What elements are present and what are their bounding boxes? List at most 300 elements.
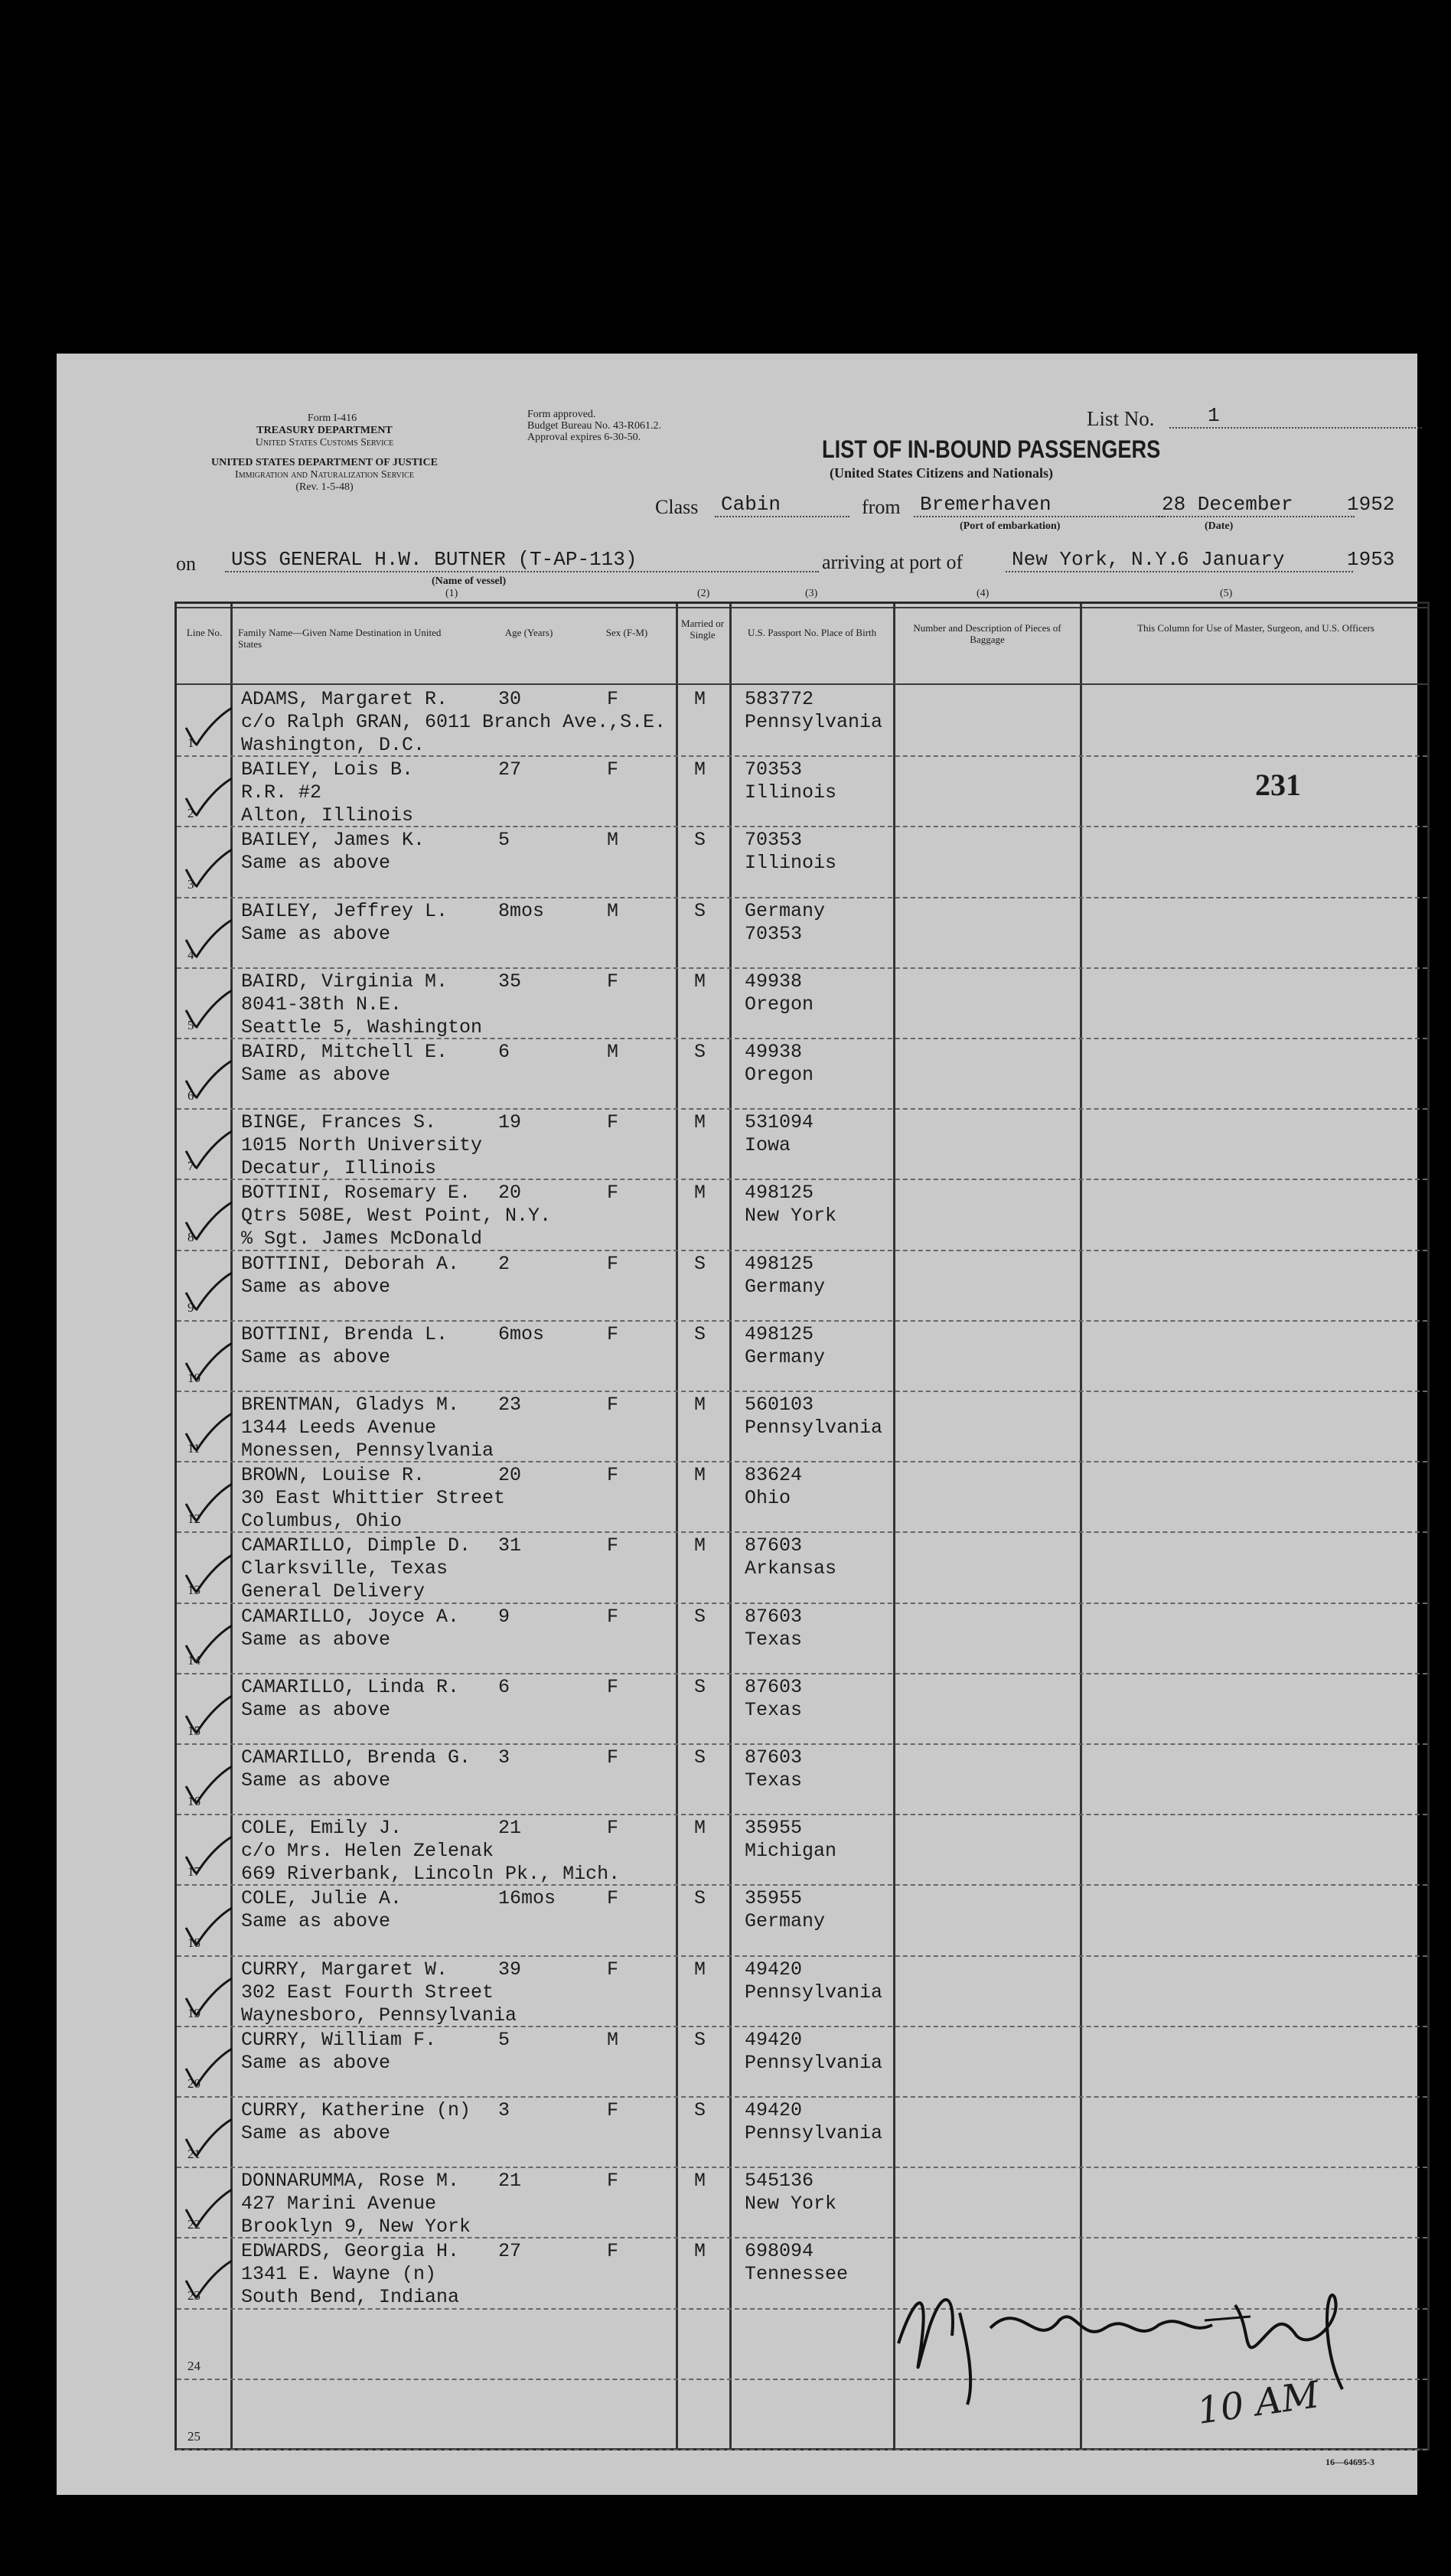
- check-mark: [181, 1410, 235, 1456]
- table-row: [177, 2026, 1427, 2096]
- check-mark: [181, 1058, 235, 1104]
- passport-number: 70353: [745, 758, 803, 781]
- place-of-birth: Texas: [745, 1628, 803, 1651]
- table-row: [177, 1108, 1427, 1179]
- table-row: [177, 1179, 1427, 1249]
- place-of-birth: Pennsylvania: [745, 2051, 883, 2074]
- age-value: 39: [498, 1958, 522, 1981]
- table-row: [177, 1884, 1427, 1955]
- check-mark: [181, 1199, 235, 1245]
- line-number: 21: [187, 2147, 201, 2162]
- destination-line: Same as above: [241, 2122, 391, 2144]
- row-divider: [177, 1531, 1427, 1533]
- table-row: [177, 755, 1427, 826]
- col-header-officers: This Column for Use of Master, Surgeon, and U.S. Officers: [1137, 622, 1374, 634]
- destination-line: Same as above: [241, 852, 391, 875]
- passport-number: 35955: [745, 1887, 803, 1910]
- row-divider: [177, 1603, 1427, 1604]
- passenger-name: COLE, Julie A.: [241, 1887, 403, 1910]
- destination-line: Seattle 5, Washington: [241, 1016, 483, 1039]
- col-header-age: Age (Years): [504, 627, 553, 638]
- col-header-baggage: Number and Description of Pieces of Baggage: [913, 622, 1061, 645]
- passport-number: 49938: [745, 970, 803, 993]
- table-row: [177, 1814, 1427, 1884]
- destination-line: Waynesboro, Pennsylvania: [241, 2004, 517, 2027]
- age-value: 27: [498, 2240, 522, 2263]
- place-of-birth: Oregon: [745, 1064, 814, 1086]
- marital-status: M: [694, 1534, 706, 1557]
- sex-value: F: [607, 1322, 619, 1345]
- destination-line: 1341 E. Wayne (n): [241, 2263, 437, 2286]
- passenger-name: CAMARILLO, Linda R.: [241, 1675, 460, 1698]
- passenger-name: BINGE, Frances S.: [241, 1111, 437, 1134]
- passport-number: 49420: [745, 2028, 803, 2051]
- destination-line: Washington, D.C.: [241, 734, 426, 756]
- form-number: Form I-416: [307, 412, 357, 424]
- passenger-name: EDWARDS, Georgia H.: [241, 2240, 460, 2263]
- row-divider: [177, 755, 1427, 757]
- table-row: [177, 2096, 1427, 2167]
- sex-value: M: [607, 899, 619, 922]
- check-mark: [181, 917, 235, 963]
- passport-number: 70353: [745, 829, 803, 852]
- destination-line: Alton, Illinois: [241, 804, 414, 827]
- table-row: [177, 897, 1427, 967]
- row-divider: [177, 1038, 1427, 1039]
- passport-number: 560103: [745, 1394, 814, 1416]
- marital-status: S: [694, 1252, 706, 1275]
- destination-line: Brooklyn 9, New York: [241, 2216, 471, 2239]
- age-value: 20: [498, 1464, 522, 1487]
- marital-status: M: [694, 1182, 706, 1205]
- row-divider: [177, 1814, 1427, 1815]
- passenger-name: CAMARILLO, Joyce A.: [241, 1605, 460, 1628]
- page-title: LIST OF IN-BOUND PASSENGERS: [822, 435, 1161, 463]
- destination-line: Decatur, Illinois: [241, 1157, 437, 1180]
- manifest-form: [57, 354, 1417, 2495]
- place-of-birth: Texas: [745, 1769, 803, 1792]
- line-number: 22: [187, 2217, 201, 2232]
- customs-service: United States Customs Service: [255, 437, 394, 448]
- age-value: 31: [498, 1534, 522, 1557]
- age-value: 3: [498, 2099, 510, 2121]
- class-value: Cabin: [715, 493, 849, 517]
- row-divider: [177, 1320, 1427, 1322]
- row-divider: [177, 1673, 1427, 1674]
- approval-expires: Approval expires 6-30-50.: [527, 432, 641, 443]
- sex-value: F: [607, 2240, 619, 2263]
- embarkation-date: 28 December: [1156, 493, 1355, 517]
- destination-line: c/o Ralph GRAN, 6011 Branch Ave.,S.E.: [241, 711, 667, 733]
- footer-code: 16—64695-3: [1325, 2457, 1374, 2467]
- port-caption: (Port of embarkation): [960, 520, 1061, 532]
- place-of-birth: Texas: [745, 1698, 803, 1721]
- sex-value: F: [607, 2099, 619, 2121]
- destination-line: Same as above: [241, 1064, 391, 1086]
- col-header-sex: Sex (F-M): [605, 627, 648, 638]
- vessel-caption: (Name of vessel): [432, 576, 507, 587]
- sex-value: F: [607, 1605, 619, 1628]
- passport-number: 87603: [745, 1605, 803, 1628]
- place-of-birth: Pennsylvania: [745, 2122, 883, 2144]
- table-row: [177, 1955, 1427, 2026]
- check-mark: [181, 846, 235, 892]
- marital-status: M: [694, 1464, 706, 1487]
- col-number-3: (3): [805, 588, 818, 599]
- col-header-passport: U.S. Passport No. Place of Birth: [747, 627, 877, 638]
- form-approved: Form approved.: [527, 409, 596, 420]
- col-number-4: (4): [977, 588, 990, 599]
- passenger-name: CAMARILLO, Dimple D.: [241, 1534, 471, 1557]
- passenger-name: BAILEY, Lois B.: [241, 758, 414, 781]
- check-mark: [181, 2046, 235, 2092]
- marital-status: M: [694, 1958, 706, 1981]
- sex-value: F: [607, 1534, 619, 1557]
- sex-value: F: [607, 688, 619, 710]
- sex-value: F: [607, 1817, 619, 1840]
- passenger-table: [174, 602, 1430, 2450]
- destination-line: % Sgt. James McDonald: [241, 1228, 483, 1251]
- line-number: 2: [187, 806, 194, 821]
- marital-status: S: [694, 1675, 706, 1698]
- row-divider: [177, 2026, 1427, 2027]
- destination-line: Same as above: [241, 1345, 391, 1368]
- place-of-birth: Ohio: [745, 1487, 791, 1510]
- sex-value: F: [607, 970, 619, 993]
- row-divider: [177, 2167, 1427, 2168]
- passport-number: 498125: [745, 1322, 814, 1345]
- age-value: 16mos: [498, 1887, 556, 1910]
- passport-number: 49420: [745, 2099, 803, 2121]
- table-row: [177, 1320, 1427, 1391]
- place-of-birth: Iowa: [745, 1134, 791, 1157]
- table-row: [177, 1461, 1427, 1531]
- arrival-year: 1953: [1347, 548, 1395, 571]
- check-mark: [181, 1905, 235, 1951]
- marital-status: S: [694, 2028, 706, 2051]
- arrival-port: New York, N.Y.: [1006, 548, 1179, 572]
- age-value: 23: [498, 1394, 522, 1416]
- destination-line: 302 East Fourth Street: [241, 1981, 494, 2004]
- age-value: 6: [498, 1675, 510, 1698]
- destination-line: 8041-38th N.E.: [241, 993, 403, 1016]
- marital-status: S: [694, 1746, 706, 1769]
- place-of-birth: Arkansas: [745, 1557, 837, 1580]
- passport-number: 498125: [745, 1182, 814, 1205]
- marital-status: S: [694, 829, 706, 852]
- place-of-birth: Pennsylvania: [745, 711, 883, 733]
- passenger-name: BOTTINI, Deborah A.: [241, 1252, 460, 1275]
- place-of-birth: Germany: [745, 1345, 826, 1368]
- embarkation-year: 1952: [1347, 493, 1395, 516]
- signature-drawing: [883, 2252, 1419, 2458]
- age-value: 21: [498, 2170, 522, 2193]
- age-value: 5: [498, 829, 510, 852]
- row-divider: [177, 897, 1427, 898]
- class-label: Class: [655, 496, 699, 518]
- destination-line: c/o Mrs. Helen Zelenak: [241, 1840, 494, 1863]
- check-mark: [181, 1270, 235, 1316]
- page-subtitle: (United States Citizens and Nationals): [830, 465, 1054, 481]
- stamp-number: 231: [1255, 768, 1301, 802]
- sex-value: F: [607, 1746, 619, 1769]
- embarkation-port: Bremerhaven: [914, 493, 1163, 517]
- sex-value: M: [607, 1041, 619, 1063]
- col-number-1: (1): [445, 588, 458, 599]
- passport-number: 87603: [745, 1675, 803, 1698]
- check-mark: [181, 1693, 235, 1739]
- destination-line: Same as above: [241, 1628, 391, 1651]
- age-value: 27: [498, 758, 522, 781]
- vessel-name: USS GENERAL H.W. BUTNER (T-AP-113): [225, 548, 819, 572]
- line-number: 16: [187, 1794, 201, 1809]
- age-value: 5: [498, 2028, 510, 2051]
- destination-line: R.R. #2: [241, 781, 322, 804]
- line-number: 3: [187, 876, 194, 892]
- check-mark: [181, 1128, 235, 1174]
- sex-value: F: [607, 1111, 619, 1134]
- marital-status: S: [694, 1322, 706, 1345]
- table-row: [177, 826, 1427, 896]
- line-number: 5: [187, 1017, 194, 1032]
- check-mark: [181, 1622, 235, 1668]
- destination-line: Same as above: [241, 1275, 391, 1298]
- table-row: [177, 967, 1427, 1038]
- table-row: [177, 1250, 1427, 1320]
- passport-number: 531094: [745, 1111, 814, 1134]
- line-number: 12: [187, 1511, 201, 1527]
- age-value: 19: [498, 1111, 522, 1134]
- passenger-name: BOTTINI, Brenda L.: [241, 1322, 448, 1345]
- age-value: 21: [498, 1817, 522, 1840]
- row-divider: [177, 1743, 1427, 1745]
- check-mark: [181, 705, 235, 751]
- passenger-name: CAMARILLO, Brenda G.: [241, 1746, 471, 1769]
- sex-value: F: [607, 1394, 619, 1416]
- marital-status: M: [694, 1394, 706, 1416]
- marital-status: S: [694, 1887, 706, 1910]
- line-number: 23: [187, 2287, 201, 2303]
- age-value: 6: [498, 1041, 510, 1063]
- col-header-married: Married or Single: [681, 618, 724, 641]
- place-of-birth: Pennsylvania: [745, 1417, 883, 1439]
- place-of-birth: Pennsylvania: [745, 1981, 883, 2004]
- row-divider: [177, 826, 1427, 827]
- passport-number: 545136: [745, 2170, 814, 2193]
- passenger-name: BRENTMAN, Gladys M.: [241, 1394, 460, 1416]
- place-of-birth: Illinois: [745, 852, 837, 875]
- line-number: 9: [187, 1299, 194, 1315]
- budget-bureau: Budget Bureau No. 43-R061.2.: [527, 420, 661, 432]
- line-number: 7: [187, 1159, 194, 1174]
- age-value: 35: [498, 970, 522, 993]
- place-of-birth: Tennessee: [745, 2263, 849, 2286]
- table-row: [177, 1531, 1427, 1602]
- destination-line: South Bend, Indiana: [241, 2286, 460, 2309]
- passenger-name: BAILEY, James K.: [241, 829, 426, 852]
- table-top-rule: [177, 607, 1427, 608]
- table-row: [177, 1038, 1427, 1108]
- on-label: on: [176, 553, 196, 575]
- passport-number: 87603: [745, 1534, 803, 1557]
- passenger-name: BAIRD, Mitchell E.: [241, 1041, 448, 1063]
- marital-status: S: [694, 1605, 706, 1628]
- col-header-name: Family Name—Given Name Destination in United States: [238, 627, 442, 650]
- sex-value: F: [607, 1182, 619, 1205]
- place-of-birth: New York: [745, 2193, 837, 2216]
- age-value: 3: [498, 1746, 510, 1769]
- marital-status: S: [694, 1041, 706, 1063]
- sex-value: F: [607, 758, 619, 781]
- table-row: [177, 685, 1427, 755]
- sex-value: F: [607, 1887, 619, 1910]
- line-number: 25: [187, 2428, 201, 2444]
- treasury-department: TREASURY DEPARTMENT: [256, 425, 393, 436]
- destination-line: Same as above: [241, 2051, 391, 2074]
- line-number: 19: [187, 2005, 201, 2020]
- marital-status: S: [694, 899, 706, 922]
- list-no-value: 1: [1169, 404, 1422, 429]
- line-number: 11: [187, 1441, 201, 1456]
- sex-value: F: [607, 2170, 619, 2193]
- line-number: 17: [187, 1864, 201, 1880]
- check-mark: [181, 2186, 235, 2232]
- destination-line: Clarksville, Texas: [241, 1557, 448, 1580]
- check-mark: [181, 1834, 235, 1880]
- passenger-name: CURRY, William F.: [241, 2028, 437, 2051]
- col-number-2: (2): [697, 588, 710, 599]
- check-mark: [181, 1340, 235, 1386]
- place-of-birth: Oregon: [745, 993, 814, 1016]
- col-header-line: Line No.: [186, 627, 223, 638]
- table-row: [177, 2167, 1427, 2237]
- passenger-name: BAIRD, Virginia M.: [241, 970, 448, 993]
- destination-line: Same as above: [241, 922, 391, 945]
- destination-line: General Delivery: [241, 1580, 426, 1603]
- passport-number: Germany: [745, 899, 826, 922]
- line-number: 6: [187, 1088, 194, 1104]
- marital-status: M: [694, 970, 706, 993]
- check-mark: [181, 775, 235, 821]
- age-value: 20: [498, 1182, 522, 1205]
- line-number: 13: [187, 1582, 201, 1597]
- passport-number: 498125: [745, 1252, 814, 1275]
- destination-line: 669 Riverbank, Lincoln Pk., Mich.: [241, 1863, 621, 1886]
- place-of-birth: Illinois: [745, 781, 837, 804]
- line-number: 1: [187, 735, 194, 751]
- revision: (Rev. 1-5-48): [295, 481, 354, 493]
- marital-status: M: [694, 758, 706, 781]
- age-value: 8mos: [498, 899, 545, 922]
- table-row: [177, 1743, 1427, 1814]
- sex-value: F: [607, 1958, 619, 1981]
- row-divider: [177, 967, 1427, 969]
- destination-line: Same as above: [241, 1769, 391, 1792]
- passenger-name: COLE, Emily J.: [241, 1817, 403, 1840]
- check-mark: [181, 987, 235, 1033]
- passenger-name: CURRY, Margaret W.: [241, 1958, 448, 1981]
- check-mark: [181, 1481, 235, 1527]
- destination-line: Columbus, Ohio: [241, 1510, 403, 1533]
- line-number: 18: [187, 1935, 201, 1950]
- arriving-label: arriving at port of: [822, 551, 964, 573]
- col-number-5: (5): [1220, 588, 1233, 599]
- date-caption: (Date): [1205, 520, 1234, 532]
- row-divider: [177, 1884, 1427, 1886]
- signature-note: 10 AM: [1194, 2373, 1322, 2433]
- destination-line: 1015 North University: [241, 1134, 483, 1157]
- line-number: 4: [187, 947, 194, 962]
- destination-line: Same as above: [241, 1910, 391, 1933]
- sex-value: F: [607, 1252, 619, 1275]
- check-mark: [181, 1552, 235, 1598]
- place-of-birth: New York: [745, 1205, 837, 1228]
- passport-number: 87603: [745, 1746, 803, 1769]
- line-number: 10: [187, 1370, 201, 1385]
- marital-status: M: [694, 1111, 706, 1134]
- line-number: 20: [187, 2075, 201, 2091]
- sex-value: M: [607, 2028, 619, 2051]
- place-of-birth: 70353: [745, 922, 803, 945]
- passenger-name: BAILEY, Jeffrey L.: [241, 899, 448, 922]
- destination-line: 427 Marini Avenue: [241, 2193, 437, 2216]
- passport-number: 49420: [745, 1958, 803, 1981]
- table-row: [177, 1673, 1427, 1743]
- marital-status: M: [694, 2170, 706, 2193]
- row-divider: [177, 1461, 1427, 1462]
- passport-number: 49938: [745, 1041, 803, 1063]
- destination-line: 1344 Leeds Avenue: [241, 1417, 437, 1439]
- check-mark: [181, 1763, 235, 1809]
- passenger-name: DONNARUMMA, Rose M.: [241, 2170, 460, 2193]
- line-number: 15: [187, 1723, 201, 1738]
- marital-status: M: [694, 2240, 706, 2263]
- marital-status: M: [694, 1817, 706, 1840]
- destination-line: Qtrs 508E, West Point, N.Y.: [241, 1205, 552, 1228]
- line-number: 8: [187, 1229, 194, 1244]
- arrival-date: 6 January: [1171, 548, 1353, 572]
- destination-line: 30 East Whittier Street: [241, 1487, 506, 1510]
- destination-line: Monessen, Pennsylvania: [241, 1440, 494, 1462]
- place-of-birth: Germany: [745, 1275, 826, 1298]
- destination-line: Same as above: [241, 1698, 391, 1721]
- sex-value: F: [607, 1675, 619, 1698]
- check-mark: [181, 1975, 235, 2021]
- check-mark: [181, 2116, 235, 2162]
- passenger-name: CURRY, Katherine (n): [241, 2099, 471, 2121]
- passport-number: 35955: [745, 1817, 803, 1840]
- marital-status: S: [694, 2099, 706, 2121]
- line-number: 14: [187, 1652, 201, 1668]
- check-mark: [181, 2258, 235, 2304]
- justice-department: UNITED STATES DEPARTMENT OF JUSTICE: [211, 457, 438, 468]
- age-value: 2: [498, 1252, 510, 1275]
- passport-number: 583772: [745, 688, 814, 710]
- row-divider: [177, 1179, 1427, 1180]
- row-divider: [177, 1955, 1427, 1957]
- ins: Immigration and Naturalization Service: [235, 469, 414, 481]
- age-value: 6mos: [498, 1322, 545, 1345]
- line-number: 24: [187, 2358, 201, 2373]
- table-row: [177, 1391, 1427, 1461]
- age-value: 9: [498, 1605, 510, 1628]
- table-row: [177, 1603, 1427, 1673]
- place-of-birth: Germany: [745, 1910, 826, 1933]
- row-divider: [177, 2237, 1427, 2239]
- sex-value: M: [607, 829, 619, 852]
- row-divider: [177, 1391, 1427, 1392]
- row-divider: [177, 1250, 1427, 1251]
